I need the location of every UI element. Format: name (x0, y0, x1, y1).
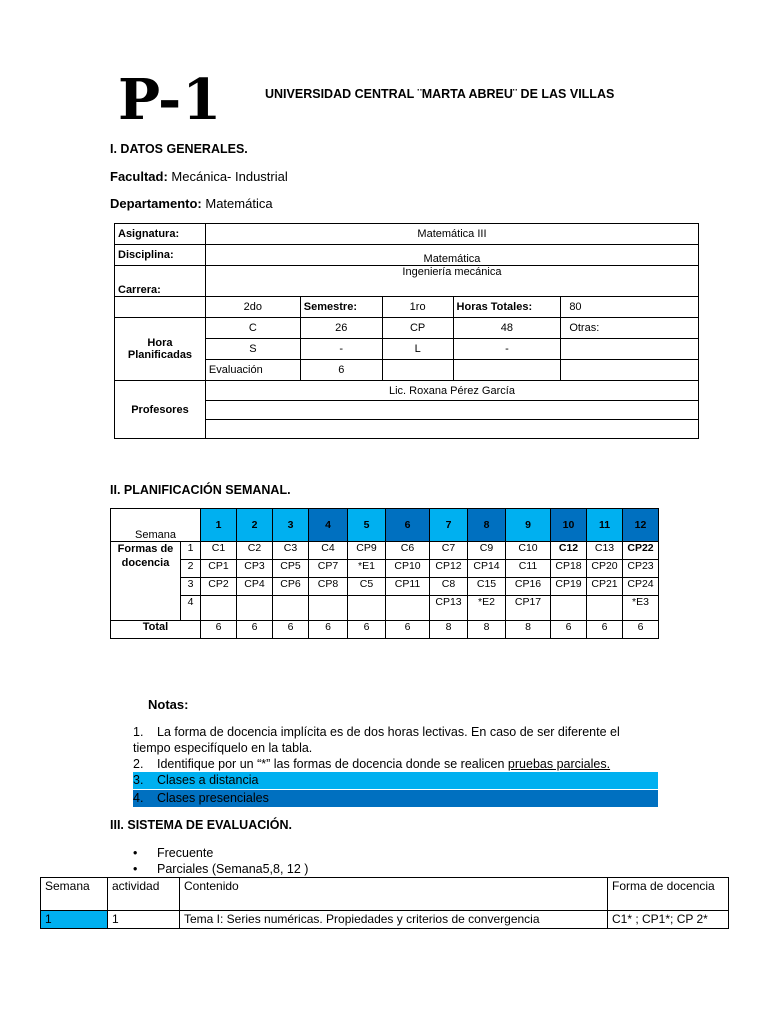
note-1 (133, 724, 658, 756)
empty-cell (561, 360, 699, 381)
week-8: 8 (468, 509, 506, 542)
plan-cell: C11 (506, 560, 551, 578)
total-cell: 6 (551, 621, 587, 639)
plan-cell: C10 (506, 542, 551, 560)
semana-label: Semana (111, 509, 201, 542)
section-datos-generales: I. DATOS GENERALES. (110, 142, 248, 156)
row-actividad: 1 (108, 911, 180, 929)
l-value: - (453, 339, 561, 360)
departamento-line (110, 196, 273, 211)
plan-cell: CP7 (309, 560, 348, 578)
row-contenido: Tema I: Series numéricas. Propiedades y criterios de convergencia (180, 911, 608, 929)
week-4: 4 (309, 509, 348, 542)
empty-cell (382, 360, 453, 381)
plan-cell: CP14 (468, 560, 506, 578)
plan-cell: C5 (348, 578, 386, 596)
plan-cell (309, 596, 348, 621)
university-title: UNIVERSIDAD CENTRAL ¨MARTA ABREU¨ DE LAS VILLAS (265, 87, 615, 101)
notes-title: Notas: (148, 697, 189, 712)
c-label: C (205, 318, 300, 339)
section-planificacion-semanal: II. PLANIFICACIÓN SEMANAL. (110, 483, 291, 497)
plan-cell: CP1 (201, 560, 237, 578)
weekly-plan-table (110, 508, 659, 639)
row-semana: 1 (41, 911, 108, 929)
cp-label: CP (382, 318, 453, 339)
plan-cell: CP16 (506, 578, 551, 596)
note-1-number: 1. (133, 725, 144, 739)
plan-cell: CP20 (587, 560, 623, 578)
total-cell: 6 (237, 621, 273, 639)
week-6: 6 (386, 509, 430, 542)
plan-cell (237, 596, 273, 621)
l-label: L (382, 339, 453, 360)
empty-cell (561, 339, 699, 360)
week-5: 5 (348, 509, 386, 542)
total-cell: 8 (506, 621, 551, 639)
plan-cell: C13 (587, 542, 623, 560)
total-cell: 6 (273, 621, 309, 639)
plan-cell: C6 (386, 542, 430, 560)
profesor-3-empty (205, 420, 698, 439)
row-number: 2 (181, 560, 201, 578)
c-value: 26 (300, 318, 382, 339)
plan-cell: CP17 (506, 596, 551, 621)
profesor-1: Lic. Roxana Pérez García (205, 381, 698, 401)
plan-cell: CP9 (348, 542, 386, 560)
plan-cell: *E1 (348, 560, 386, 578)
plan-cell (201, 596, 237, 621)
plan-cell: CP11 (386, 578, 430, 596)
note-3-text: Clases a distancia (157, 773, 259, 787)
bullet-dot-icon: • (133, 862, 138, 876)
total-cell: 6 (623, 621, 659, 639)
s-label: S (205, 339, 300, 360)
header-actividad: actividad (108, 878, 180, 911)
plan-cell: CP10 (386, 560, 430, 578)
note-4-number: 4. (133, 791, 144, 805)
formas-docencia-label: Formas de docencia (111, 542, 181, 621)
bullet-frecuente-text: Frecuente (157, 846, 214, 860)
bullet-frecuente (133, 846, 213, 860)
header-forma-docencia: Forma de docencia (608, 878, 729, 911)
plan-cell: C2 (237, 542, 273, 560)
row-number: 1 (181, 542, 201, 560)
note-2 (133, 756, 658, 772)
disciplina-value: Matemática (205, 245, 698, 266)
note-2-text: Identifique por un “*” las formas de docencia donde se realicen (157, 757, 505, 771)
facultad-line (110, 169, 288, 184)
plan-cell: C1 (201, 542, 237, 560)
asignatura-label: Asignatura: (115, 224, 206, 245)
empty-cell (115, 297, 206, 318)
departamento-value: Matemática (205, 196, 273, 211)
week-1: 1 (201, 509, 237, 542)
semestre-value: 1ro (382, 297, 453, 318)
week-10: 10 (551, 509, 587, 542)
total-cell: 6 (386, 621, 430, 639)
plan-cell (348, 596, 386, 621)
week-2: 2 (237, 509, 273, 542)
horas-totales-label: Horas Totales: (453, 297, 561, 318)
disciplina-label: Disciplina: (115, 245, 206, 266)
bullet-parciales (133, 862, 308, 876)
total-cell: 8 (430, 621, 468, 639)
header-semana: Semana (41, 878, 108, 911)
week-3: 3 (273, 509, 309, 542)
plan-cell: CP24 (623, 578, 659, 596)
empty-cell (453, 360, 561, 381)
plan-cell (273, 596, 309, 621)
bullet-dot-icon: • (133, 846, 138, 860)
total-cell: 6 (348, 621, 386, 639)
departamento-label: Departamento: (110, 196, 202, 211)
asignatura-value: Matemática III (205, 224, 698, 245)
year-value: 2do (205, 297, 300, 318)
horas-totales-value: 80 (561, 297, 699, 318)
profesor-2-empty (205, 401, 698, 420)
note-2-number: 2. (133, 757, 144, 771)
week-11: 11 (587, 509, 623, 542)
plan-cell: CP19 (551, 578, 587, 596)
plan-cell: CP5 (273, 560, 309, 578)
plan-cell: CP23 (623, 560, 659, 578)
plan-cell: C9 (468, 542, 506, 560)
plan-cell: CP13 (430, 596, 468, 621)
plan-cell (587, 596, 623, 621)
total-cell: 6 (587, 621, 623, 639)
plan-cell: C15 (468, 578, 506, 596)
plan-cell: CP12 (430, 560, 468, 578)
plan-cell: C8 (430, 578, 468, 596)
logo-p1: P-1 (118, 67, 223, 133)
note-3-band (133, 772, 658, 789)
header-contenido: Contenido (180, 878, 608, 911)
carrera-label: Carrera: (115, 266, 206, 297)
evaluacion-label: Evaluación (205, 360, 300, 381)
plan-cell: CP6 (273, 578, 309, 596)
row-number: 4 (181, 596, 201, 621)
cp-value: 48 (453, 318, 561, 339)
facultad-label: Facultad: (110, 169, 168, 184)
plan-cell: CP8 (309, 578, 348, 596)
plan-cell: C3 (273, 542, 309, 560)
carrera-value: Ingeniería mecánica (205, 266, 698, 297)
profesores-label: Profesores (115, 381, 206, 439)
s-value: - (300, 339, 382, 360)
total-cell: 6 (201, 621, 237, 639)
plan-cell: CP21 (587, 578, 623, 596)
plan-cell: C12 (551, 542, 587, 560)
plan-cell: CP18 (551, 560, 587, 578)
plan-cell: *E3 (623, 596, 659, 621)
plan-cell: C4 (309, 542, 348, 560)
plan-cell: CP2 (201, 578, 237, 596)
plan-cell: *E2 (468, 596, 506, 621)
hora-planificadas-label: Hora Planificadas (115, 318, 206, 381)
total-label: Total (111, 621, 201, 639)
total-cell: 6 (309, 621, 348, 639)
note-4-text: Clases presenciales (157, 791, 269, 805)
row-number: 3 (181, 578, 201, 596)
week-9: 9 (506, 509, 551, 542)
general-data-table (114, 223, 699, 439)
plan-cell: CP4 (237, 578, 273, 596)
plan-cell: CP22 (623, 542, 659, 560)
evaluacion-value: 6 (300, 360, 382, 381)
plan-cell: CP3 (237, 560, 273, 578)
week-12: 12 (623, 509, 659, 542)
plan-cell (386, 596, 430, 621)
semestre-label: Semestre: (300, 297, 382, 318)
facultad-value: Mecánica- Industrial (171, 169, 288, 184)
note-4-band (133, 790, 658, 807)
section-sistema-evaluacion: III. SISTEMA DE EVALUACIÓN. (110, 818, 292, 832)
bullet-parciales-text: Parciales (Semana5,8, 12 ) (157, 862, 309, 876)
plan-cell (551, 596, 587, 621)
plan-cell: C7 (430, 542, 468, 560)
total-cell: 8 (468, 621, 506, 639)
note-1-text: La forma de docencia implícita es de dos horas lectivas. En caso de ser diferente el tiempo especifíquelo en la tabla. (133, 725, 620, 755)
otras-label: Otras: (561, 318, 699, 339)
week-7: 7 (430, 509, 468, 542)
note-2-underlined: pruebas parciales. (507, 757, 611, 771)
note-3-number: 3. (133, 773, 144, 787)
row-forma-docencia: C1* ; CP1*; CP 2* (608, 911, 729, 929)
evaluation-table (40, 877, 729, 929)
